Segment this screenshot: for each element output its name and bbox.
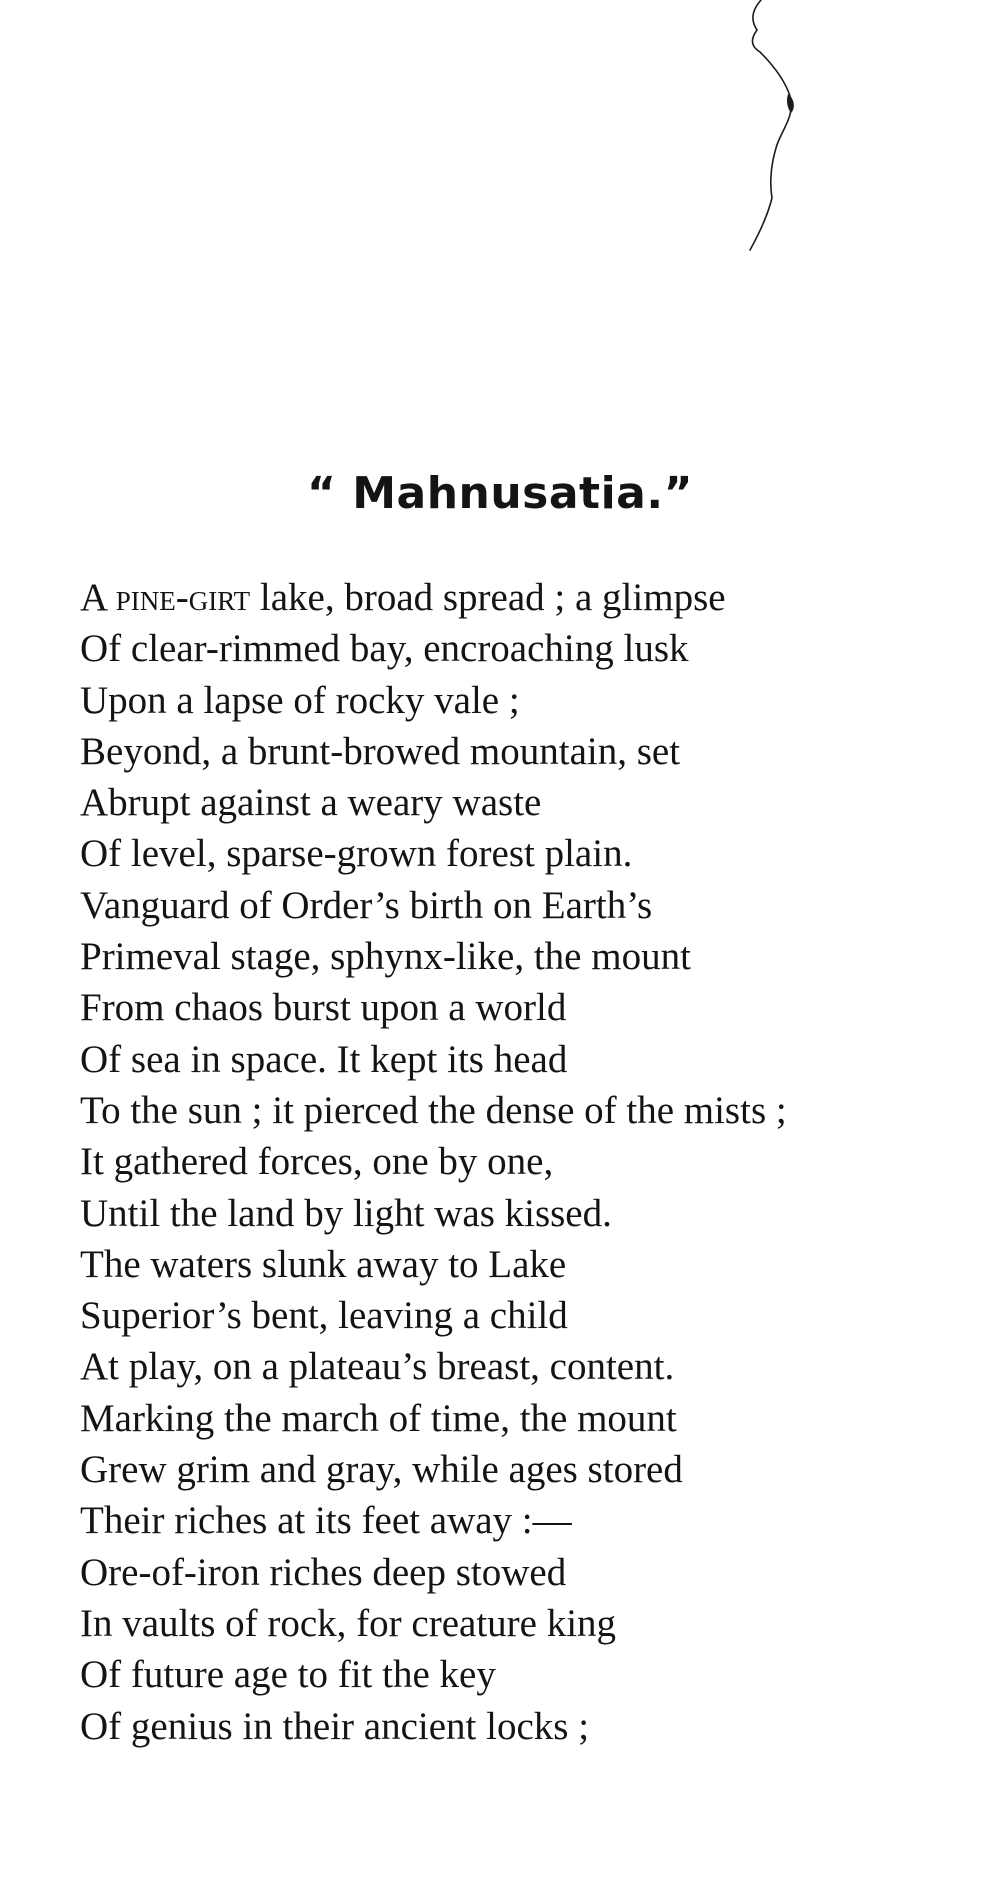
poem-line-8: Primeval stage, sphynx-like, the mount: [80, 935, 691, 979]
poem-line-22: Of future age to fit the key: [80, 1653, 496, 1697]
poem-line-2: Of clear-rimmed bay, encroaching lusk: [80, 627, 689, 671]
poem-line-17: Marking the march of time, the mount: [80, 1396, 677, 1440]
poem-line-19: Their riches at its feet away :—: [80, 1499, 572, 1543]
poem-line-13: Until the land by light was kissed.: [80, 1191, 612, 1235]
poem-line-9: From chaos burst upon a world: [80, 986, 567, 1030]
poem-line-5: Abrupt against a weary waste: [80, 781, 542, 825]
poem-line-16: At play, on a plateau’s breast, content.: [80, 1345, 675, 1389]
poem-line-6: Of level, sparse-grown forest plain.: [80, 832, 633, 876]
poem-line-20: Ore-of-iron riches deep stowed: [80, 1550, 567, 1594]
poem-line-7: Vanguard of Order’s birth on Earth’s: [80, 883, 653, 927]
poem-line-21: In vaults of rock, for creature king: [80, 1601, 617, 1645]
first-line-small-caps: pine-girt: [115, 576, 251, 619]
poem-line-1: [80, 572, 787, 623]
poem-line-23: Of genius in their ancient locks ;: [80, 1704, 590, 1748]
poem-line-18: Grew grim and gray, while ages stored: [80, 1448, 683, 1492]
poem-line-11: To the sun ; it pierced the dense of the mists ;: [80, 1088, 787, 1132]
poem-line-10: Of sea in space. It kept its head: [80, 1037, 568, 1081]
poem-line-15: Superior’s bent, leaving a child: [80, 1294, 568, 1338]
first-line-rest: lake, broad spread ; a glimpse: [259, 576, 726, 619]
poem-body: [80, 572, 787, 1752]
poem-line-14: The waters slunk away to Lake: [80, 1242, 567, 1286]
poem-line-12: It gathered forces, one by one,: [80, 1140, 554, 1184]
pen-stroke-mark: [740, 0, 820, 260]
poem-line-4: Beyond, a brunt-browed mountain, set: [80, 729, 681, 773]
first-line-initial: A: [80, 576, 107, 619]
poem-line-3: Upon a lapse of rocky vale ;: [80, 678, 520, 722]
poem-title: “ Mahnusatia.”: [306, 468, 693, 519]
